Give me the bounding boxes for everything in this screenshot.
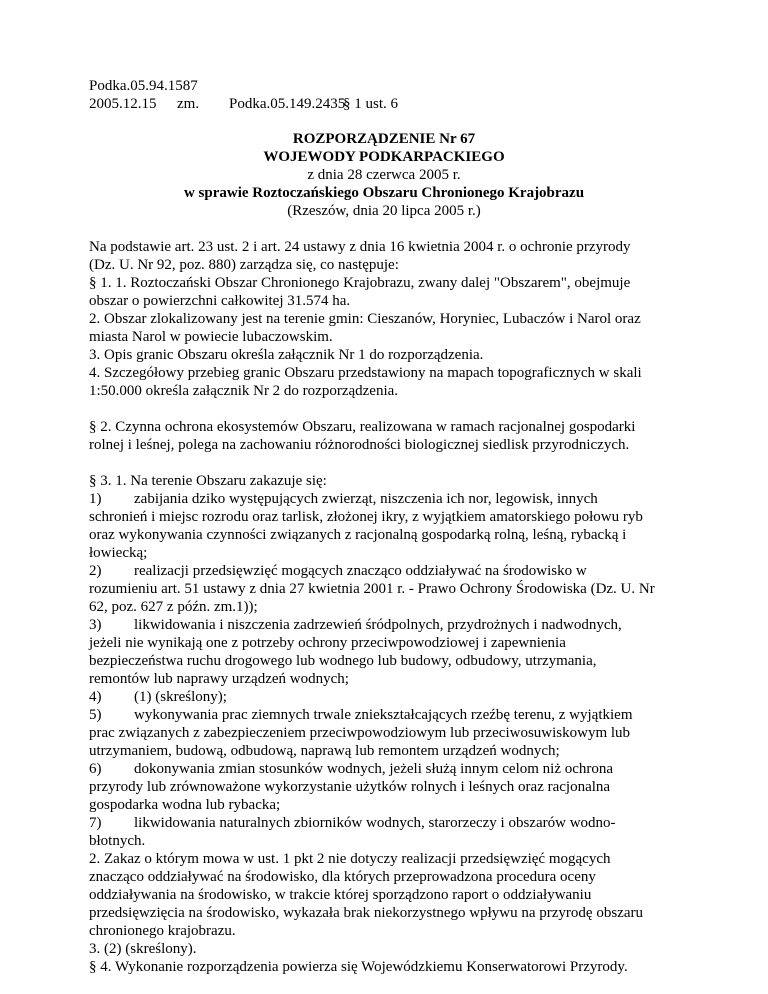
list-item-number: 5)	[89, 707, 102, 723]
text-line: 2. Obszar zlokalizowany jest na terenie gmin: Cieszanów, Horyniec, Lubaczów i Narol oraz	[89, 311, 641, 327]
text-line: 3. Opis granic Obszaru określa załącznik Nr 1 do rozporządzenia.	[89, 347, 484, 363]
list-item	[89, 688, 679, 706]
text-line: przyrody lub zrównoważone wykorzystanie użytków rolnych i leśnych oraz racjonalna	[89, 779, 611, 795]
text-line: gospodarka wodna lub rybacka;	[89, 797, 281, 813]
text-line: łowiecką;	[89, 545, 148, 561]
text-line: rozumieniu art. 51 ustawy z dnia 27 kwietnia 2001 r. - Prawo Ochrony Środowiska (Dz. U. Nr	[89, 581, 655, 597]
document-header	[89, 77, 679, 113]
text-line: (Dz. U. Nr 92, poz. 880) zarządza się, co następuje:	[89, 257, 399, 273]
header-zm: zm.	[177, 96, 200, 112]
text-line: chronionego krajobrazu.	[89, 923, 236, 939]
text-line: dokonywania zmian stosunków wodnych, jeżeli służą innym celom niż ochrona	[134, 761, 614, 777]
text-line: likwidowania i niszczenia zadrzewień śródpolnych, przydrożnych i nadwodnych,	[134, 617, 622, 633]
text-line: realizacji przedsięwzięć mogących znacząco oddziaływać na środowisko w	[134, 563, 587, 579]
text-line: 4. Szczegółowy przebieg granic Obszaru przedstawiony na mapach topograficznych w skali	[89, 365, 642, 381]
header-date: 2005.12.15	[89, 96, 157, 112]
header-ref-line: Podka.05.94.1587	[89, 78, 198, 94]
list-item-number: 3)	[89, 617, 102, 633]
list-item	[89, 616, 679, 688]
list-item-number: 6)	[89, 761, 102, 777]
issuer-title: WOJEWODY PODKARPACKIEGO	[263, 149, 505, 165]
text-line: obszar o powierzchni całkowitej 31.574 ha.	[89, 293, 351, 309]
text-line: Na podstawie art. 23 ust. 2 i art. 24 ustawy z dnia 16 kwietnia 2004 r. o ochronie przyrody	[89, 239, 631, 255]
list-item	[89, 562, 679, 616]
header-amend-ref: Podka.05.149.2435	[229, 96, 346, 112]
publication-date: (Rzeszów, dnia 20 lipca 2005 r.)	[287, 203, 481, 219]
list-item-number: 1)	[89, 491, 102, 507]
list-item	[89, 814, 679, 850]
text-line: wykonywania prac ziemnych trwale zniekształcających rzeźbę terenu, z wyjątkiem	[134, 707, 633, 723]
document-page	[89, 77, 679, 976]
text-line: błotnych.	[89, 833, 146, 849]
text-line: 3. (2) (skreślony).	[89, 941, 197, 957]
text-line: oraz wykonywania czynności związanych z racjonalną gospodarką rolną, leśną, rybacką i	[89, 527, 627, 543]
text-line: likwidowania naturalnych zbiorników wodnych, starorzeczy i obszarów wodno-	[134, 815, 616, 831]
text-line: miasta Narol w powiecie lubaczowskim.	[89, 329, 333, 345]
list-item-number: 4)	[89, 689, 102, 705]
section-2	[89, 418, 679, 454]
text-line: bezpieczeństwa ruchu drogowego lub wodnego lub budowy, odbudowy, utrzymania,	[89, 653, 597, 669]
text-line: (1) (skreślony);	[134, 689, 227, 705]
text-line: § 3. 1. Na terenie Obszaru zakazuje się:	[89, 473, 327, 489]
text-line: § 1. 1. Roztoczański Obszar Chronionego Krajobrazu, zwany dalej "Obszarem", obejmuje	[89, 275, 631, 291]
text-line: znacząco oddziaływać na środowisko, dla których przeprowadzona procedura oceny	[89, 869, 596, 885]
regulation-title: ROZPORZĄDZENIE Nr 67	[292, 131, 476, 147]
text-line: zabijania dziko występujących zwierząt, niszczenia ich nor, legowisk, innych	[134, 491, 598, 507]
header-paragraph: § 1 ust. 6	[343, 96, 399, 112]
text-line: prac związanych z zabezpieczeniem przeciwpowodziowym lub przeciwosuwiskowym lub	[89, 725, 631, 741]
section-3	[89, 472, 679, 976]
list-item	[89, 760, 679, 814]
text-line: § 4. Wykonanie rozporządzenia powierza się Wojewódzkiemu Konserwatorowi Przyrody.	[89, 959, 628, 975]
text-line: schronień i miejsc rozrodu oraz tarlisk, złożonej ikry, z wyjątkiem amatorskiego połowu ryb	[89, 509, 643, 525]
text-line: rolnej i leśnej, polega na zachowaniu różnorodności biologicznej siedlisk przyrodniczych.	[89, 437, 630, 453]
text-line: 2. Zakaz o którym mowa w ust. 1 pkt 2 nie dotyczy realizacji przedsięwzięć mogących	[89, 851, 611, 867]
list-item	[89, 490, 679, 562]
text-line: jeżeli nie wynikają one z potrzeby ochrony przeciwpowodziowej i zapewnienia	[89, 635, 566, 651]
list-item	[89, 706, 679, 760]
section-1	[89, 238, 679, 400]
list-item-number: 2)	[89, 563, 102, 579]
text-line: przedsięwzięcia na środowisko, wykazała brak niekorzystnego wpływu na przyrodę obszaru	[89, 905, 643, 921]
text-line: § 2. Czynna ochrona ekosystemów Obszaru, realizowana w ramach racjonalnej gospodarki	[89, 419, 636, 435]
header-amendment-line	[89, 95, 679, 113]
list-item-number: 7)	[89, 815, 102, 831]
regulation-date: z dnia 28 czerwca 2005 r.	[307, 167, 461, 183]
text-line: 62, poz. 627 z późn. zm.1));	[89, 599, 258, 615]
text-line: 1:50.000 określa załącznik Nr 2 do rozporządzenia.	[89, 383, 399, 399]
document-title-block	[89, 130, 679, 220]
regulation-subject: w sprawie Roztoczańskiego Obszaru Chronionego Krajobrazu	[183, 185, 585, 201]
text-line: oddziaływania na środowisko, w trakcie której sporządzono raport o oddziaływaniu	[89, 887, 592, 903]
text-line: utrzymaniem, budową, odbudową, naprawą lub remontem urządzeń wodnych;	[89, 743, 560, 759]
text-line: remontów lub naprawy urządzeń wodnych;	[89, 671, 349, 687]
